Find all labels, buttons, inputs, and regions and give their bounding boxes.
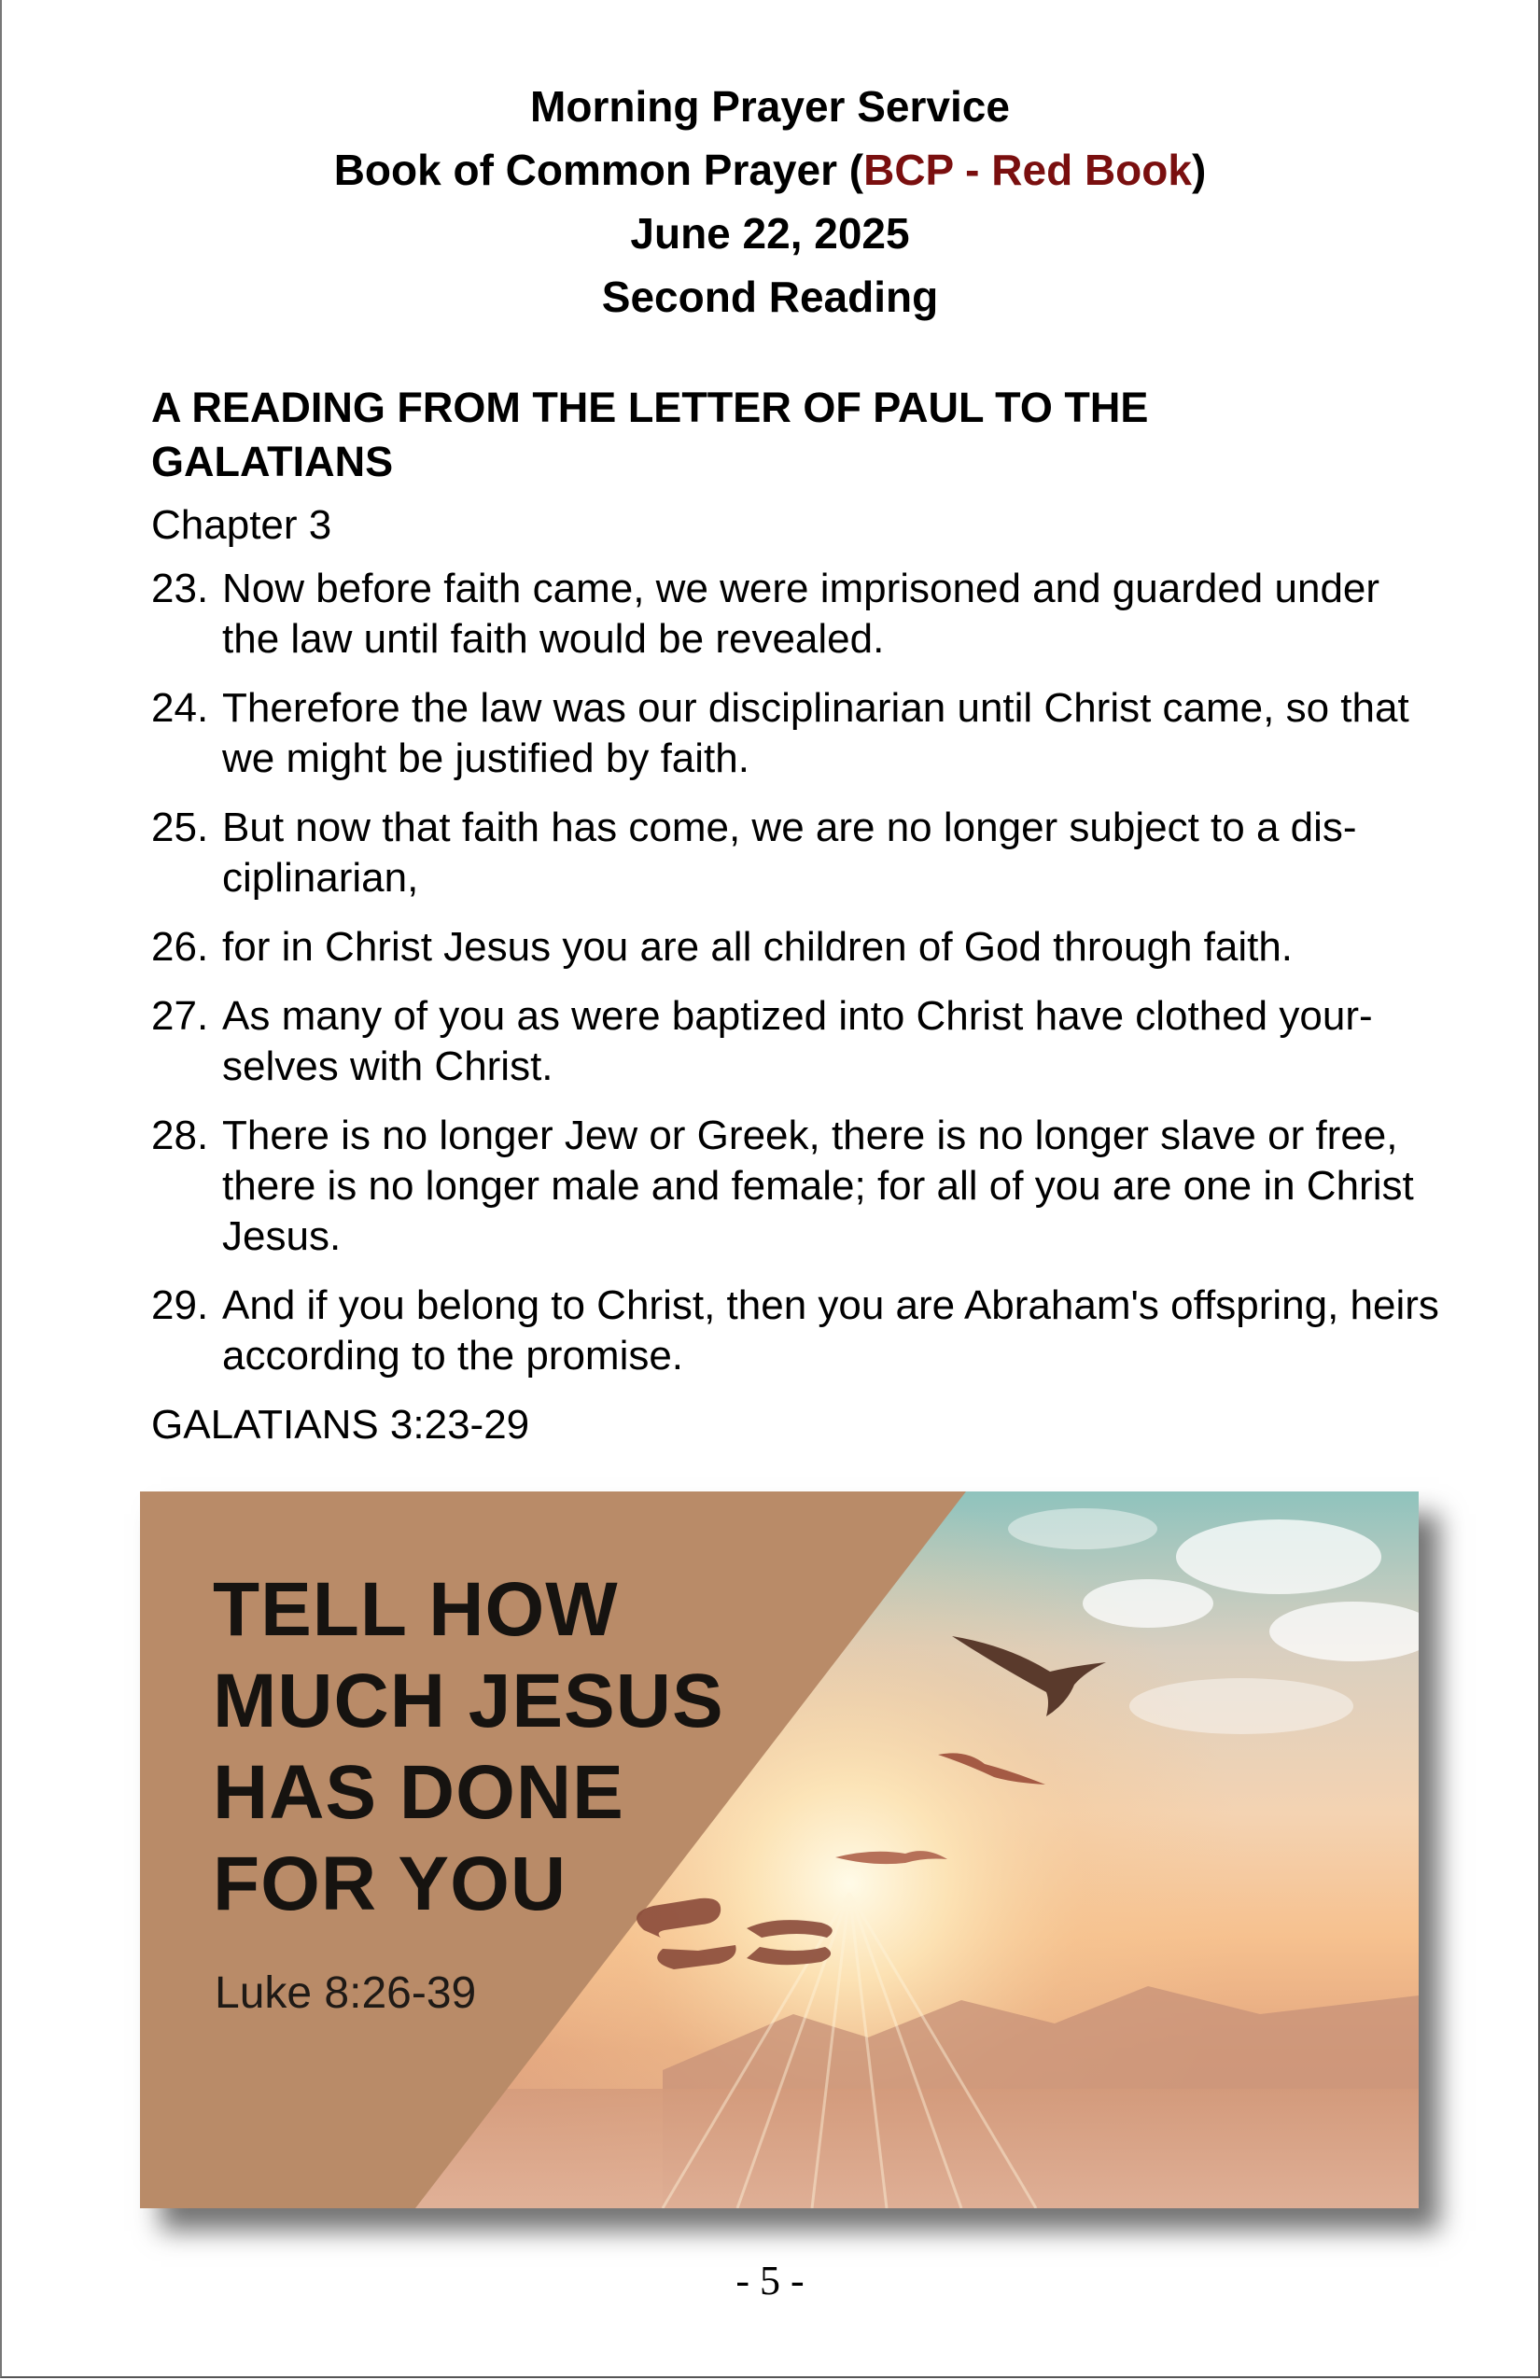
page-number: - 5 - xyxy=(735,2258,805,2303)
verse-item xyxy=(151,564,1439,665)
banner-headline-line: FOR YOU xyxy=(213,1841,567,1926)
verse-text: Therefore the law was our disciplinarian until Christ came, so that we might be justified by faith. xyxy=(222,685,1409,781)
service-date: June 22, 2025 xyxy=(630,209,910,258)
verse-text: Now before faith came, we were imprisoned and guarded under the law until faith would be revealed. xyxy=(222,566,1380,662)
reading-label: Second Reading xyxy=(601,273,939,321)
verse-number: 26. xyxy=(151,924,209,970)
verse-text: And if you belong to Christ, then you are Abraham's offspring, heirs according to the promise. xyxy=(222,1282,1439,1379)
service-title: Morning Prayer Service xyxy=(530,82,1010,131)
verse-number: 29. xyxy=(151,1282,209,1328)
sermon-banner xyxy=(140,1491,1419,2208)
reading-title: A READING FROM THE LETTER OF PAUL TO THE GALATIANS xyxy=(151,384,1149,485)
verse-text: But now that faith has come, we are no longer subject to a dis- ciplinarian, xyxy=(222,805,1357,901)
verse-number: 27. xyxy=(151,993,209,1039)
banner-image xyxy=(140,1491,1419,2208)
scripture-citation: GALATIANS 3:23-29 xyxy=(151,1402,530,1448)
banner-headline-line: HAS DONE xyxy=(213,1750,624,1835)
verse-number: 24. xyxy=(151,685,209,731)
verse-list xyxy=(151,564,1439,1381)
prayer-book-prefix: Book of Common Prayer ( xyxy=(333,146,864,194)
service-header xyxy=(0,75,1540,329)
verse-item xyxy=(151,922,1439,973)
banner-scripture-reference: Luke 8:26-39 xyxy=(215,1968,477,2018)
verse-item xyxy=(151,803,1439,903)
verse-item xyxy=(151,991,1439,1092)
verse-item xyxy=(151,1111,1439,1262)
prayer-book-suffix: ) xyxy=(1191,146,1207,194)
chapter-label: Chapter 3 xyxy=(151,502,332,548)
banner-headline-line: MUCH JESUS xyxy=(213,1659,724,1743)
banner-headline xyxy=(213,1564,810,1930)
prayer-book-highlight: BCP - Red Book xyxy=(863,146,1192,194)
verse-text: There is no longer Jew or Greek, there is no longer slave or free, there is no longer male and female; for all of you are one in Christ Jesus. xyxy=(222,1113,1414,1259)
verse-item xyxy=(151,1281,1439,1381)
banner-headline-line: TELL HOW xyxy=(213,1567,619,1652)
prayer-book-line xyxy=(0,138,1540,202)
verse-number: 25. xyxy=(151,805,209,850)
reading-section xyxy=(151,381,1439,1450)
verse-number: 28. xyxy=(151,1113,209,1158)
verse-item xyxy=(151,683,1439,784)
verse-text: for in Christ Jesus you are all children of God through faith. xyxy=(222,924,1294,970)
verse-number: 23. xyxy=(151,566,209,611)
verse-text: As many of you as were baptized into Christ have clothed your- selves with Christ. xyxy=(222,993,1373,1089)
